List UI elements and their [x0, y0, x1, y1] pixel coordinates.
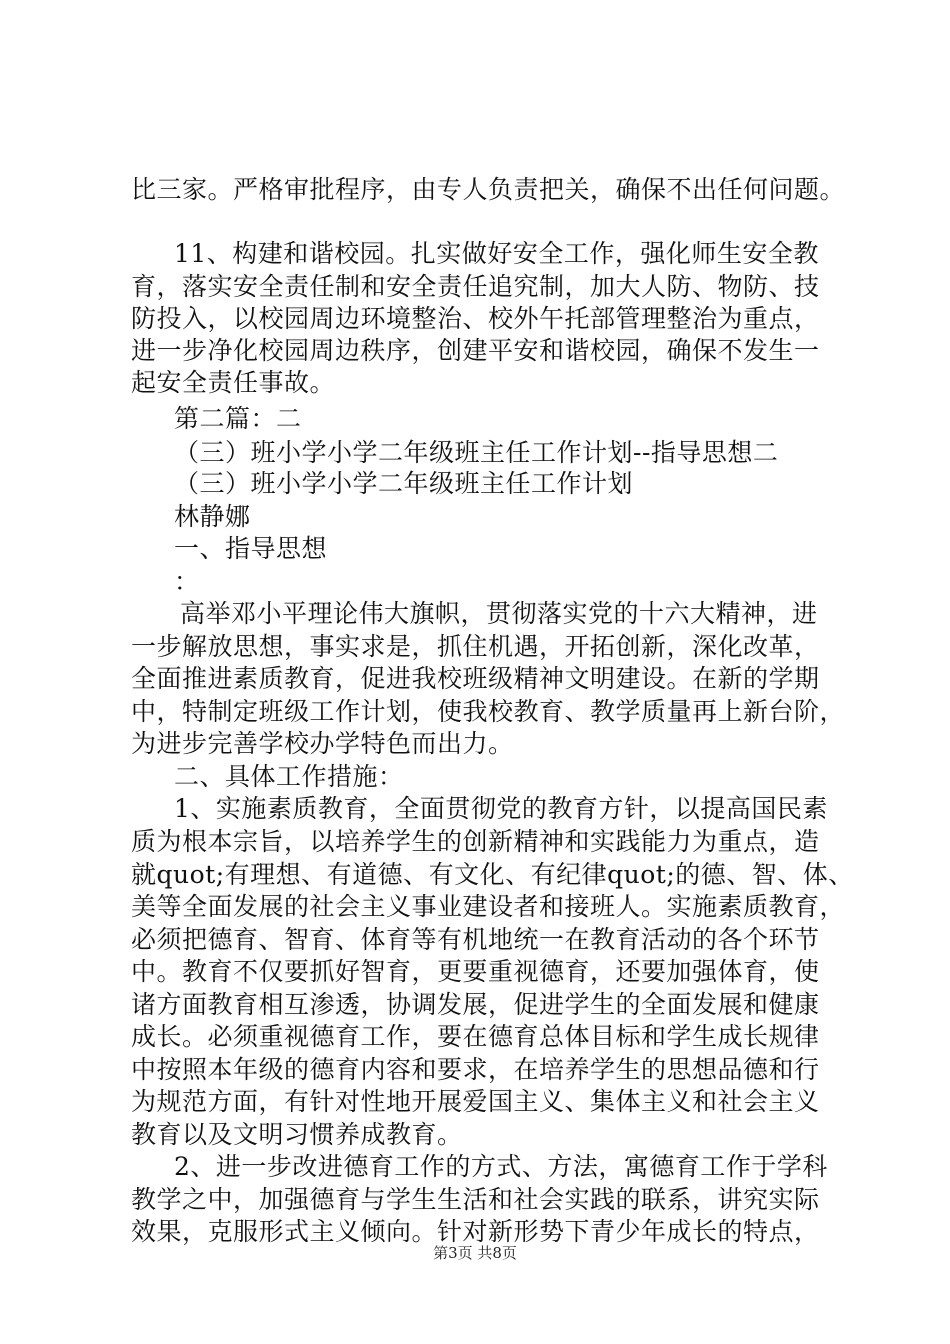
text-line: 为进步完善学校办学特色而出力。 [131, 729, 514, 758]
text-line: 效果，克服形式主义倾向。针对新形势下青少年成长的特点， [131, 1217, 820, 1246]
text-line: 起安全责任事故。 [131, 368, 336, 397]
text-line: 1、实施素质教育，全面贯彻党的教育方针，以提高国民素 [174, 794, 828, 823]
section-heading: 一、指导思想 [174, 534, 328, 563]
text-line: 诸方面教育相互渗透，协调发展，促进学生的全面发展和健康 [131, 990, 820, 1019]
section-heading: 二、具体工作措施： [174, 762, 404, 791]
text-line: 教学之中，加强德育与学生生活和社会实践的联系，讲究实际 [131, 1185, 820, 1214]
section-heading: 第二篇：二 [174, 404, 302, 433]
text-line: 育，落实安全责任制和安全责任追究制，加大人防、物防、技 [131, 272, 820, 301]
text-line: 质为根本宗旨，以培养学生的创新精神和实践能力为重点，造 [131, 827, 820, 856]
text-line: 2、进一步改进德育工作的方式、方法，寓德育工作于学科 [174, 1152, 828, 1181]
text-line: 必须把德育、智育、体育等有机地统一在教育活动的各个环节 [131, 925, 820, 954]
text-line: 防投入，以校园周边环境整治、校外午托部管理整治为重点， [131, 304, 820, 333]
text-line: 11、构建和谐校园。扎实做好安全工作，强化师生安全教 [174, 239, 819, 268]
text-line: 中。教育不仅要抓好智育，更要重视德育，还要加强体育，使 [131, 957, 820, 986]
document-subtitle: （三）班小学小学二年级班主任工作计划 [174, 469, 634, 498]
text-line: 中按照本年级的德育内容和要求，在培养学生的思想品德和行 [131, 1055, 820, 1084]
text-line: 美等全面发展的社会主义事业建设者和接班人。实施素质教育， [131, 892, 846, 921]
text-line: 教育以及文明习惯养成教育。 [131, 1120, 463, 1149]
text-line: ： [174, 567, 200, 596]
text-line: 比三家。严格审批程序，由专人负责把关，确保不出任何问题。 [131, 175, 846, 204]
text-line: 高举邓小平理论伟大旗帜，贯彻落实党的十六大精神，进 [180, 599, 818, 628]
text-line: 一步解放思想，事实求是，抓住机遇，开拓创新，深化改革， [131, 632, 820, 661]
page-number-footer: 第3页 共8页 [433, 1244, 517, 1262]
text-line: 成长。必须重视德育工作，要在德育总体目标和学生成长规律 [131, 1022, 820, 1051]
author-name: 林静娜 [174, 502, 251, 531]
text-line: 中，特制定班级工作计划，使我校教育、教学质量再上新台阶， [131, 697, 846, 726]
text-line: 为规范方面，有针对性地开展爱国主义、集体主义和社会主义 [131, 1087, 820, 1116]
text-line: 进一步净化校园周边秩序，创建平安和谐校园，确保不发生一 [131, 336, 820, 365]
text-line: 就quot;有理想、有道德、有文化、有纪律quot;的德、智、体、 [131, 860, 854, 889]
document-title: （三）班小学小学二年级班主任工作计划--指导思想二 [174, 438, 779, 467]
text-line: 全面推进素质教育，促进我校班级精神文明建设。在新的学期 [131, 664, 820, 693]
